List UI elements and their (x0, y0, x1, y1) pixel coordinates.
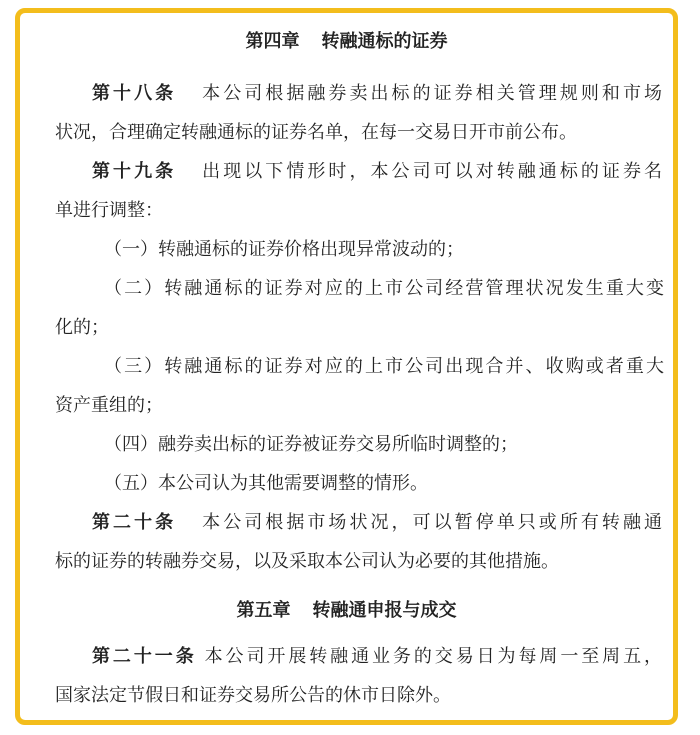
list-item-3-line-1: （三）转融通标的证券对应的上市公司出现合并、收购或者重大 (104, 356, 664, 377)
chapter-5-number: 第五章 (236, 600, 291, 621)
article-20-line-1 (92, 506, 662, 540)
chapter-4-heading (20, 25, 673, 59)
document-frame (15, 8, 678, 725)
article-18-line-2: 状况，合理确定转融通标的证券名单，在每一交易日开市前公布。 (55, 122, 577, 143)
article-19-text-1: 出现以下情形时，本公司可以对转融通标的证券名 (202, 161, 663, 182)
list-item-2-line-2: 化的； (55, 317, 109, 338)
article-18-line-1 (92, 77, 662, 111)
article-18-text-1: 本公司根据融券卖出标的证券相关管理规则和市场 (202, 83, 663, 104)
list-item-3-line-2: 资产重组的； (55, 395, 163, 416)
list-item-4: （四）融券卖出标的证券被证券交易所临时调整的； (104, 434, 518, 455)
article-21-label: 第二十一条 (92, 646, 197, 667)
article-21-text-1: 本公司开展转融通业务的交易日为每周一至周五， (204, 646, 663, 667)
chapter-5-title: 转融通申报与成交 (312, 600, 457, 621)
article-18-label: 第十八条 (92, 83, 177, 104)
article-19-label: 第十九条 (92, 161, 177, 182)
article-21-line-2: 国家法定节假日和证券交易所公告的休市日除外。 (55, 685, 451, 706)
chapter-5-heading (20, 594, 673, 628)
chapter-4-number: 第四章 (245, 31, 300, 52)
chapter-4-title: 转融通标的证券 (321, 31, 448, 52)
list-item-2-line-1: （二）转融通标的证券对应的上市公司经营管理状况发生重大变 (104, 278, 664, 299)
article-20-line-2: 标的证券的转融券交易，以及采取本公司认为必要的其他措施。 (55, 551, 559, 572)
article-19-line-1 (92, 155, 662, 189)
list-item-5: （五）本公司认为其他需要调整的情形。 (104, 473, 428, 494)
article-20-label: 第二十条 (92, 512, 177, 533)
list-item-1: （一）转融通标的证券价格出现异常波动的； (104, 239, 464, 260)
article-20-text-1: 本公司根据市场状况，可以暂停单只或所有转融通 (202, 512, 663, 533)
article-19-line-2: 单进行调整： (55, 200, 163, 221)
article-21-line-1 (92, 640, 662, 674)
